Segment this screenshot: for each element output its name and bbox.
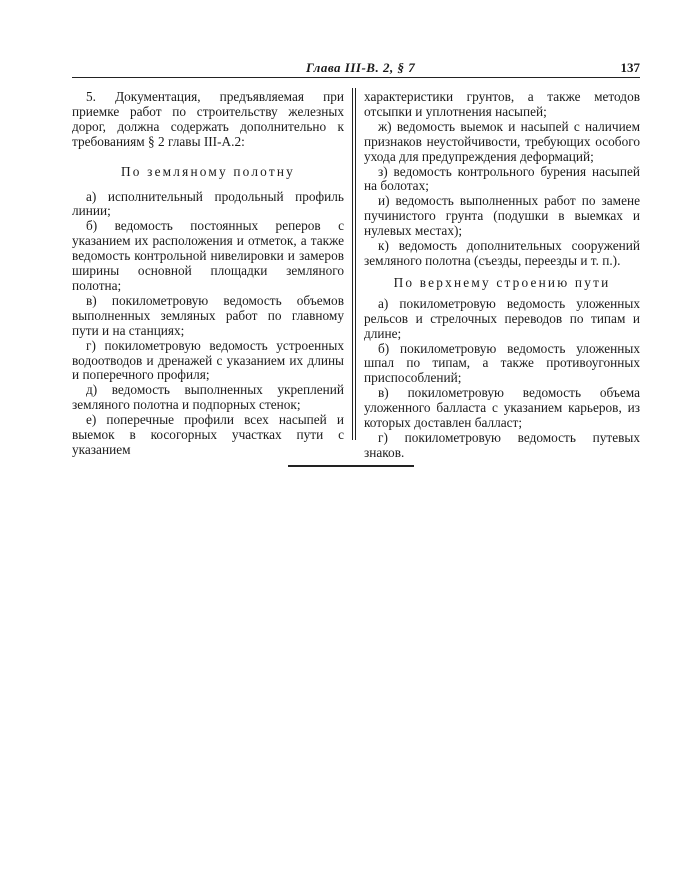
- list-item: г) покилометровую ведомость путевых знаков.: [364, 429, 640, 460]
- left-column: [72, 90, 344, 458]
- end-rule: [288, 465, 414, 467]
- page-number: 137: [620, 60, 640, 75]
- list-item: и) ведомость выполненных работ по замене пучинистого грунта (подушки в выемках и нулевых местах);: [364, 193, 640, 239]
- list-item: б) покилометровую ведомость уложенных шпал по типам, а также противоугонных приспособлений;: [364, 340, 640, 386]
- right-column: [364, 90, 640, 461]
- continuation-paragraph: характеристики грунтов, а также методов отсыпки и уплотнения насыпей;: [364, 89, 640, 119]
- header-rule: [72, 77, 640, 78]
- chapter-title: Глава III-В. 2, § 7: [306, 60, 416, 75]
- list-item: в) покилометровую ведомость объема уложенного балласта с указанием карьеров, из которых доставлен балласт;: [364, 385, 640, 431]
- list-item: з) ведомость контрольного бурения насыпей на болотах;: [364, 163, 640, 194]
- list-item: а) покилометровую ведомость уложенных рельсов и стрелочных переводов по типам и длине;: [364, 295, 640, 341]
- intro-paragraph: 5. Документация, предъявляемая при приемке работ по строительству железных дорог, должна содержать дополнительно к требованиям § 2 главы III-А.2:: [72, 89, 344, 149]
- list-item: к) ведомость дополнительных сооружений земляного полотна (съезды, переезды и т. п.).: [364, 238, 640, 268]
- section-heading-track-superstructure: По верхнему строению пути: [393, 274, 611, 290]
- column-divider: [352, 88, 356, 440]
- list-item: е) поперечные профили всех насыпей и выемок в косогорных участках пути с указанием: [72, 412, 344, 457]
- list-item: б) ведомость постоянных реперов с указанием их расположения и отметок, а также ведомость контрольной нивелировки и замеров ширины основной площадки земляного полотна;: [72, 218, 344, 293]
- list-item: г) покилометровую ведомость устроенных водоотводов и дренажей с указанием их длины и поперечного профиля;: [72, 337, 344, 383]
- list-item: а) исполнительный продольный профиль линии;: [72, 188, 344, 219]
- list-item: д) ведомость выполненных укреплений земляного полотна и подпорных стенок;: [72, 382, 344, 413]
- section-heading-earthwork: По земляному полотну: [120, 163, 296, 179]
- list-item: в) покилометровую ведомость объемов выполненных земляных работ по главному пути и на станциях;: [72, 292, 344, 338]
- list-item: ж) ведомость выемок и насыпей с наличием признаков неустойчивости, требующих особого ухода для предупреждения деформаций;: [364, 118, 640, 164]
- page-header: [72, 60, 640, 76]
